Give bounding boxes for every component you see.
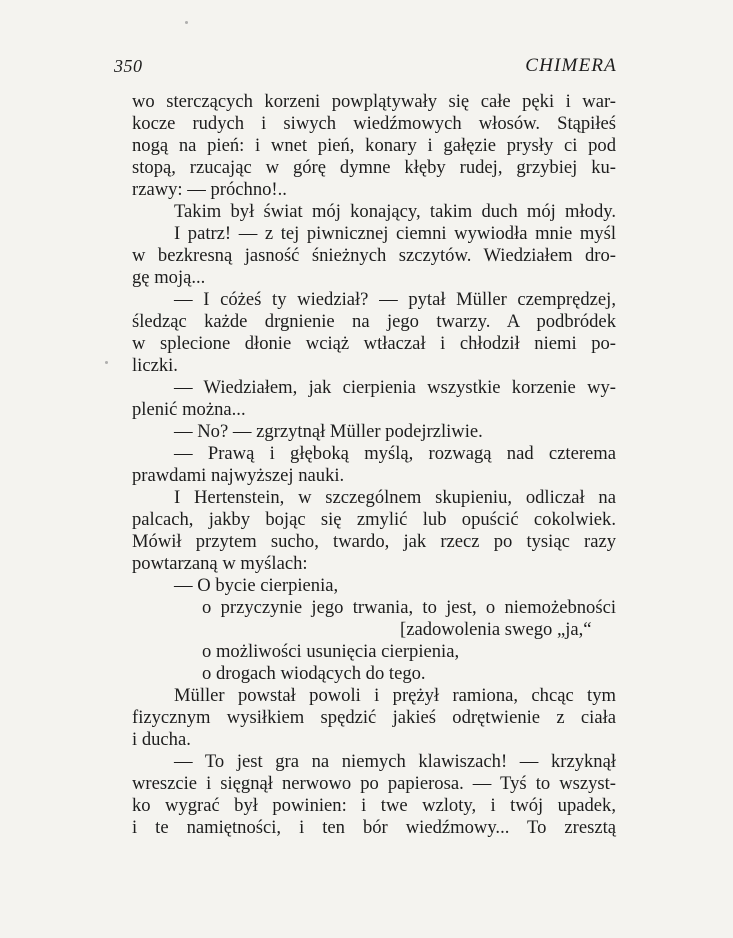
text-line: [zadowolenia swego „ja,“	[400, 619, 592, 640]
text-line: ko wygrać był powinien: i twe wzloty, i twój upadek,	[132, 795, 616, 816]
text-line: I Hertenstein, w szczególnem skupieniu, odliczał na	[174, 487, 616, 508]
text-line: o możliwości usunięcia cierpienia,	[202, 641, 460, 662]
text-line: I patrz! — z tej piwnicznej ciemni wywiodła mnie myśl	[174, 223, 616, 244]
text-line: rzawy: — próchno!..	[132, 179, 287, 200]
text-line: Takim był świat mój konający, takim duch mój młody.	[174, 201, 616, 222]
text-line: prawdami najwyższej nauki.	[132, 465, 345, 486]
text-line: Mówił przytem sucho, twardo, jak rzecz po tysiąc razy	[132, 531, 616, 552]
text-line: — No? — zgrzytnął Müller podejrzliwie.	[174, 421, 483, 442]
body-text	[132, 91, 616, 839]
text-line: gę moją...	[132, 267, 206, 288]
text-line: — O bycie cierpienia,	[174, 575, 339, 596]
text-line: nogą na pień: i wnet pień, konary i gałęzie prysły ci pod	[132, 135, 616, 156]
text-line: o przyczynie jego trwania, to jest, o niemożebności	[202, 597, 616, 618]
text-line: kocze rudych i siwych wiedźmowych włosów. Stąpiłeś	[132, 113, 616, 134]
text-line: liczki.	[132, 355, 178, 376]
text-line: — Wiedziałem, jak cierpienia wszystkie korzenie wy-	[174, 377, 616, 398]
text-line: wo sterczących korzeni powplątywały się całe pęki i war-	[132, 91, 616, 112]
page-number: 350	[114, 56, 143, 76]
text-line: i te namiętności, i ten bór wiedźmowy... To zresztą	[132, 817, 616, 838]
text-line: powtarzaną w myślach:	[132, 553, 308, 574]
text-line: w splecione dłonie wciąż wtłaczał i chłodził niemi po-	[132, 333, 616, 354]
text-line: wreszcie i sięgnął nerwowo po papierosa. — Tyś to wszyst-	[132, 773, 616, 794]
text-line: plenić można...	[132, 399, 246, 420]
text-line: — Prawą i głęboką myślą, rozwagą nad czterema	[174, 443, 616, 464]
text-line: palcach, jakby bojąc się zmylić lub opuścić cokolwiek.	[132, 509, 616, 530]
text-line: stopą, rzucając w górę dymne kłęby rudej, grzybiej ku-	[132, 157, 616, 178]
text-line: — I cóżeś ty wiedział? — pytał Müller czemprędzej,	[174, 289, 616, 310]
paper-speck	[105, 361, 108, 364]
text-line: śledząc każde drgnienie na jego twarzy. A podbródek	[132, 311, 616, 332]
running-head: CHIMERA	[525, 55, 617, 76]
paper-speck	[185, 21, 188, 24]
text-line: i ducha.	[132, 729, 191, 750]
text-line: — To jest gra na niemych klawiszach! — krzyknął	[174, 751, 616, 772]
text-line: o drogach wiodących do tego.	[202, 663, 426, 684]
text-line: Müller powstał powoli i prężył ramiona, chcąc tym	[174, 685, 616, 706]
text-line: w bezkresną jasność śnieżnych szczytów. Wiedziałem dro-	[132, 245, 616, 266]
text-line: fizycznym wysiłkiem spędzić jakieś odrętwienie z ciała	[132, 707, 616, 728]
